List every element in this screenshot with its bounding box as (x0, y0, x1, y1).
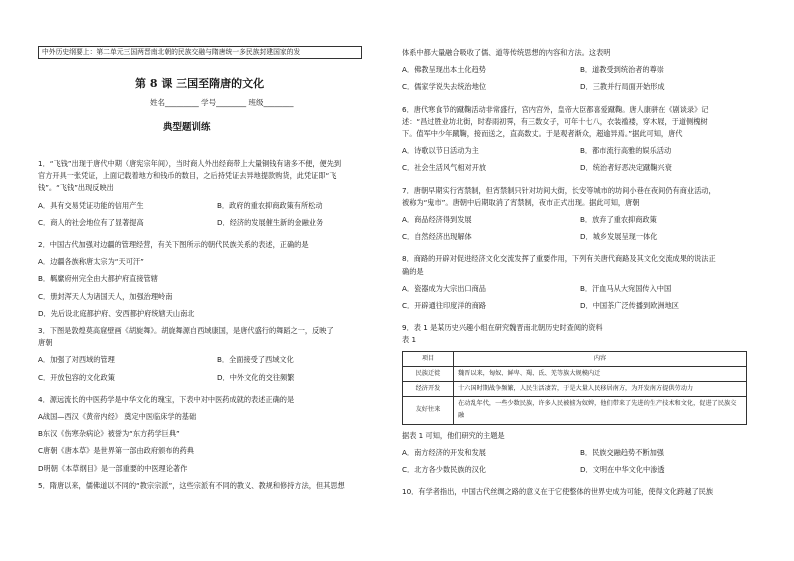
id-blank[interactable]: ________ (216, 98, 247, 107)
q7-stem-line2: 被称为“鬼市”。唐朝中后期取消了宵禁制，夜市正式出现。据此可知，唐朝 (402, 197, 640, 207)
q2-stem: 2．中国古代加强对边疆的管理经营，有关下图所示的朝代民族关系的表述，正确的是 (38, 240, 309, 250)
q3-option-d[interactable]: D．中外文化的交往频繁 (217, 372, 295, 382)
question-6 (402, 104, 758, 180)
table-cell-value: 十六国时期战争频繁，人民生活凄苦，于是大量人民移居南方，为开发南方提供劳动力 (454, 382, 747, 397)
q9-option-d[interactable]: D．文明在中华文化中渗透 (580, 465, 665, 475)
q8-option-d[interactable]: D．中国茶广泛传播到欧洲地区 (580, 301, 679, 311)
q1-stem-line2: 官方开具一张凭证，上面记载着地方和钱币的数目，之后持凭证去异地提款购货，此凭证即“飞 (38, 171, 337, 181)
question-7 (402, 185, 758, 249)
q1-stem-line3: 钱”。“飞钱”出现反映出 (38, 183, 114, 193)
q2-option-a[interactable]: A．边疆各族称唐太宗为“天可汗” (38, 257, 144, 267)
table-header-content: 内容 (454, 351, 747, 366)
question-2 (38, 239, 396, 320)
q5-option-c[interactable]: C．儒家学说失去统治地位 (402, 82, 487, 92)
unit-banner: 中外历史纲要上：第二单元三国两晋南北朝的民族交融与隋唐统一多民族封建国家的发 (38, 46, 362, 59)
table-cell-key: 经济开发 (403, 382, 454, 397)
q7-option-b[interactable]: B．放弃了重农抑商政策 (580, 215, 657, 225)
q3-stem-line2: 唐朝 (38, 338, 53, 348)
q5-option-b[interactable]: B．道教受到统治者的尊崇 (580, 65, 664, 75)
q1-option-d[interactable]: D．经济的发展催生新的金融业务 (217, 217, 324, 227)
q6-stem-line1: 6．唐代寒食节的蹴鞠活动非常盛行，宫内宫外，皇帝大臣都喜爱蹴鞠。唐人康骈在《剧谈录》记 (402, 104, 709, 114)
q1-option-b[interactable]: B．政府的重农抑商政策有所松动 (217, 200, 323, 210)
q3-stem-line1: 3．下图是敦煌莫高窟壁画《胡旋舞》。胡旋舞源自西域康国，是唐代盛行的舞蹈之一，反映了 (38, 326, 334, 336)
question-4 (38, 394, 396, 475)
id-label: 学号 (201, 98, 217, 107)
q2-option-b[interactable]: B．羁縻府州完全由大都护府直接管辖 (38, 274, 158, 284)
q7-option-c[interactable]: C．自然经济出现解体 (402, 232, 472, 242)
q8-option-c[interactable]: C．开辟通往印度洋的商路 (402, 301, 487, 311)
q9-stem: 9．表 1 是某历史兴趣小组在研究魏晋南北朝历史时查阅的资料 (402, 323, 603, 333)
q7-stem-line1: 7．唐朝早期实行宵禁制，但宵禁制只针对坊间大街，长安等城市的坊间小巷在夜间仍有商业活动， (402, 185, 716, 195)
q3-option-c[interactable]: C．开放包容的文化政策 (38, 372, 115, 382)
q4-option-b[interactable]: B东汉《伤寒杂病论》被誉为“东方药学巨典” (38, 429, 180, 439)
q8-stem-line2: 确的是 (402, 266, 424, 276)
table-row (403, 366, 747, 381)
q6-option-c[interactable]: C．社会生活风气相对开放 (402, 163, 487, 173)
q3-option-a[interactable]: A．加强了对西域的管理 (38, 355, 115, 365)
q5-option-d[interactable]: D．三教并行局面开始形成 (580, 82, 665, 92)
q6-option-a[interactable]: A．诗歌以节日活动为主 (402, 146, 479, 156)
left-questions (38, 158, 396, 492)
q8-stem-line1: 8．商路的开辟对促进经济文化交流发挥了重要作用，下列有关唐代商路及其文化交流成果的说法正 (402, 254, 716, 264)
q1-option-c[interactable]: C．商人的社会地位有了显著提高 (38, 217, 144, 227)
q5-stem: 5．隋唐以来，儒佛道以不同的“教宗宗派”，这些宗派有不同的教义、教规和修持方法，但其思想 (38, 480, 345, 490)
q6-stem-line3: 下。值军中少年蹴鞠，接而送之，直高数丈。于是观者渐众，超逾异焉。”据此可知，唐代 (402, 129, 683, 139)
q4-option-d[interactable]: D明朝《本草纲目》是一部重要的中医理论著作 (38, 463, 188, 473)
q9-option-c[interactable]: C．北方各少数民族的汉化 (402, 465, 487, 475)
table-row (403, 397, 747, 424)
table-header-row (403, 351, 747, 366)
q8-option-a[interactable]: A．瓷器成为大宗出口商品 (402, 283, 486, 293)
table-header-item: 项目 (403, 351, 454, 366)
q5-option-a[interactable]: A．佛教呈现出本土化趋势 (402, 65, 486, 75)
q1-stem-line1: 1．“飞钱”出现于唐代中期（唐宪宗年间），当时商人外出经商带上大量铜钱有诸多不便，便先到 (38, 159, 342, 168)
class-label: 班级 (248, 98, 264, 107)
q5-stem-continued: 体系中都大量融合吸收了儒、道等传统思想的内容和方法。这表明 (402, 48, 611, 57)
q10-stem: 10．有学者指出，中国古代丝绸之路的意义在于它使整体的世界史成为可能，使得文化跨越了民族 (402, 487, 714, 497)
q2-option-d[interactable]: D．先后设北庭都护府、安西都护府统辖天山南北 (38, 308, 195, 318)
q2-option-c[interactable]: C．册封浑天人为诸国天人，加强治理岭南 (38, 291, 173, 301)
q9-option-b[interactable]: B．民族交融趋势不断加强 (580, 447, 664, 457)
lesson-title: 第 8 课 三国至隋唐的文化 (135, 77, 265, 90)
question-5-continued (402, 47, 758, 99)
table-cell-key: 友好往来 (403, 397, 454, 424)
class-blank[interactable]: ________ (263, 98, 294, 107)
section-heading: 典型题训练 (163, 122, 211, 133)
data-table (402, 351, 747, 425)
q3-option-b[interactable]: B．全面接受了西域文化 (217, 355, 294, 365)
name-label: 姓名 (150, 98, 165, 107)
question-5 (38, 480, 396, 492)
question-1 (38, 158, 396, 234)
student-info-line (150, 97, 294, 109)
q4-stem: 4．源远流长的中医药学是中华文化的瑰宝，下表中对中医药成就的表述正确的是 (38, 394, 295, 404)
q7-option-d[interactable]: D．城乡发展呈现一体化 (580, 232, 658, 242)
q6-option-d[interactable]: D．统治者好恶决定蹴鞠兴衰 (580, 163, 672, 173)
q6-stem-line2: 述：“昌过胜业坊北街，时春雨初霁，有三数女子，可年十七八，衣装褴褛，穿木屐，于道侧槐树 (402, 116, 708, 126)
table-cell-value: 魏晋以来，匈奴、鲜卑、羯、氐、羌等族大规模内迁 (454, 366, 747, 381)
table-cell-value: 在动乱年代，一些少数民族，许多人民被掳为奴婢，他们带来了先进的生产技术和文化，促进了民族交融 (454, 397, 747, 424)
right-questions (402, 47, 758, 498)
q9-after-table: 据表 1 可知，他们研究的主题是 (402, 430, 505, 440)
q7-option-a[interactable]: A．商品经济得到发展 (402, 215, 472, 225)
table-caption: 表 1 (402, 335, 417, 345)
q4-option-c[interactable]: C唐朝《唐本草》是世界第一部由政府颁布的药典 (38, 446, 194, 456)
question-3 (38, 325, 396, 389)
q8-option-b[interactable]: B．汗血马从大宛国传入中国 (580, 283, 672, 293)
question-10 (402, 486, 758, 498)
table-cell-key: 民族迁徙 (403, 366, 454, 381)
q6-option-b[interactable]: B．都市流行高雅的娱乐活动 (580, 146, 672, 156)
question-9 (402, 322, 758, 481)
name-blank[interactable]: _________ (165, 98, 199, 107)
question-8 (402, 253, 758, 317)
q1-option-a[interactable]: A．具有交易凭证功能的信用产生 (38, 200, 144, 210)
q4-option-a[interactable]: A战国—西汉《黄帝内经》 奠定中医临床学的基础 (38, 412, 197, 422)
q9-option-a[interactable]: A．南方经济的开发和发展 (402, 447, 486, 457)
table-row (403, 382, 747, 397)
